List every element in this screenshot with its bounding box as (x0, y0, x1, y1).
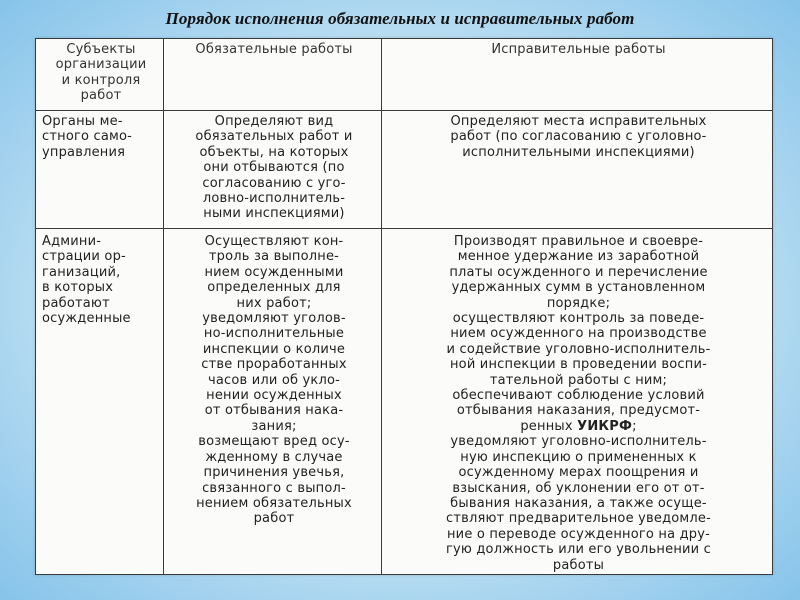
cell-text: ренных (520, 418, 573, 434)
cell-line: уведомляют уголов- (202, 311, 346, 327)
cell-line: нением обязательных (196, 495, 352, 511)
cell-line: от отбывания нака- (204, 403, 344, 419)
cell-line: уведомляют уголовно-исполнитель- (450, 434, 707, 450)
cell-line: в которых (42, 280, 114, 296)
cell-line: они отбываются (по (203, 160, 345, 176)
cell-line: ной инспекции в проведении воспи- (449, 357, 708, 373)
cell-line: ганизаций, (42, 264, 121, 280)
cell-text: ; (632, 418, 637, 434)
cell-line: возмещают вред осу- (198, 434, 350, 450)
cell-line: согласованию с уго- (202, 175, 346, 191)
cell-line: платы осужденного и перечисление (449, 264, 708, 280)
cell-line: порядке; (546, 295, 611, 311)
header-line: Обязательные работы (195, 42, 353, 57)
cell-subject (36, 229, 164, 575)
cell-line: тательной работы с ним; (489, 372, 668, 388)
code-abbreviation: УИКРФ (577, 418, 633, 434)
cell-line: жденному в случае (205, 449, 343, 465)
cell-line: объекты, на которых (199, 144, 349, 160)
cell-line: отбывания наказания, предусмот- (456, 403, 701, 419)
cell-mandatory (164, 111, 382, 229)
cell-line: нием осужденного на производстве (450, 326, 707, 342)
cell-correctional (382, 229, 773, 575)
page-title: Порядок исполнения обязательных и исправительных работ (165, 9, 635, 28)
cell-line: стного само- (42, 129, 133, 145)
cell-line: связанного с выпол- (202, 480, 346, 496)
cell-line: Органы ме- (42, 114, 123, 129)
cell-line: работы (552, 557, 605, 573)
cell-line: определенных для (207, 280, 341, 296)
cell-line: работают (42, 295, 110, 311)
cell-line: но-исполнительные (203, 326, 345, 342)
table-row (36, 111, 773, 229)
cell-line: осуществляют контроль за поведе- (452, 311, 705, 327)
header-line: и контроля (61, 72, 141, 88)
cell-line: и содействие уголовно-исполнитель- (446, 341, 711, 357)
cell-line: стве проработанных (201, 357, 347, 373)
cell-line: Осуществляют кон- (204, 234, 344, 249)
cell-line: ными инспекциями) (203, 206, 345, 222)
cell-line: зания; (251, 418, 297, 434)
cell-correctional (382, 111, 773, 229)
cell-line: удержанных сумм в установленном (451, 280, 706, 296)
cell-line: часов или об укло- (207, 372, 341, 388)
cell-line: ствляют предварительное уведомле- (445, 511, 712, 527)
cell-line: взыскания, об уклонении его от от- (452, 480, 705, 496)
cell-line: нием осужденными (204, 264, 344, 280)
cell-line: троль за выполне- (208, 249, 340, 265)
cell-line: гую должность или его увольнении с (445, 542, 712, 558)
cell-line: менное удержание из заработной (457, 249, 700, 265)
cell-line: страции ор- (42, 249, 126, 265)
cell-line: работ (253, 511, 295, 527)
header-line: Исправительные работы (491, 42, 666, 57)
cell-line: инспекции о количе (202, 341, 346, 357)
cell-line: исполнительными инспекциями) (462, 144, 695, 160)
execution-order-table (35, 38, 773, 575)
table-row (36, 229, 773, 575)
cell-line: осужденные (42, 311, 131, 327)
cell-line: ловно-исполнитель- (202, 191, 346, 207)
cell-line: обеспечивают соблюдение условий (452, 388, 705, 404)
header-line: организации (55, 57, 147, 73)
cell-line: нении осужденных (206, 388, 342, 404)
cell-line: Админи- (42, 234, 102, 249)
cell-line: Определяют вид (214, 114, 334, 129)
cell-line: Определяют места исправительных (450, 114, 707, 129)
header-line: работ (80, 88, 122, 104)
cell-line: осужденному мерах поощрения и (458, 465, 699, 481)
cell-line: причинения увечья, (203, 465, 345, 481)
cell-line: работ (по согласованию с уголовно- (450, 129, 707, 145)
cell-line: управления (42, 144, 126, 160)
cell-line: них работ; (236, 295, 312, 311)
cell-line: обязательных работ и (195, 129, 353, 145)
cell-line: бывания наказания, а также осуще- (450, 495, 707, 511)
cell-mandatory (164, 229, 382, 575)
header-subjects (36, 39, 164, 111)
cell-subject (36, 111, 164, 229)
header-mandatory-works (164, 39, 382, 111)
header-correctional-works (382, 39, 773, 111)
cell-line (388, 419, 769, 434)
cell-line: ную инспекцию о примененных к (460, 449, 697, 465)
header-line: Субъекты (66, 42, 136, 57)
cell-line: Производят правильное и своевре- (453, 234, 704, 249)
cell-line: ние о переводе осужденного на дру- (446, 526, 711, 542)
table-header-row (36, 39, 773, 111)
